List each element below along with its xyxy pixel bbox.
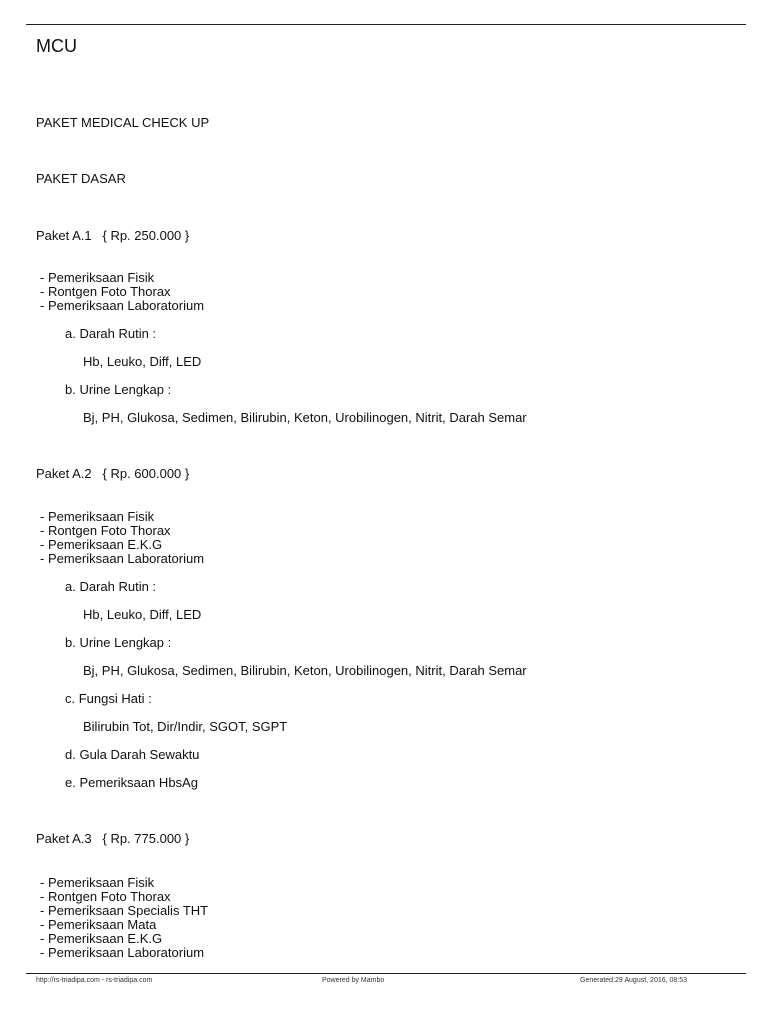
exam-item: - Pemeriksaan Laboratorium	[40, 945, 205, 960]
package-title: Paket A.1 { Rp. 250.000 }	[36, 228, 190, 243]
exam-item: - Rontgen Foto Thorax	[40, 889, 171, 904]
footer-rule	[26, 973, 746, 974]
sub-exam-label: a. Darah Rutin :	[65, 326, 157, 341]
exam-item: - Rontgen Foto Thorax	[40, 284, 171, 299]
exam-item: - Pemeriksaan Laboratorium	[40, 298, 205, 313]
sub-exam-label: b. Urine Lengkap :	[65, 635, 172, 650]
exam-item: - Pemeriksaan Fisik	[40, 509, 155, 524]
sub-exam-detail: Hb, Leuko, Diff, LED	[83, 354, 202, 369]
exam-item: - Pemeriksaan E.K.G	[40, 537, 163, 552]
section-title: PAKET MEDICAL CHECK UP	[36, 115, 210, 130]
page-title: MCU	[36, 36, 77, 56]
exam-item: - Pemeriksaan E.K.G	[40, 931, 163, 946]
package-title: Paket A.2 { Rp. 600.000 }	[36, 466, 190, 481]
sub-exam-detail: Bj, PH, Glukosa, Sedimen, Bilirubin, Keton, Urobilinogen, Nitrit, Darah Semar	[83, 410, 527, 425]
sub-exam-detail: Hb, Leuko, Diff, LED	[83, 607, 202, 622]
sub-exam-label: c. Fungsi Hati :	[65, 691, 152, 706]
exam-item: - Pemeriksaan Fisik	[40, 875, 155, 890]
sub-exam-label: e. Pemeriksaan HbsAg	[65, 775, 198, 790]
sub-exam-detail: Bj, PH, Glukosa, Sedimen, Bilirubin, Keton, Urobilinogen, Nitrit, Darah Semar	[83, 663, 527, 678]
header-rule	[26, 24, 746, 25]
footer-generated: Generated:29 August, 2016, 08:53	[580, 977, 688, 984]
footer-site-link[interactable]: http://rs-triadipa.com - rs-triadipa.com	[36, 977, 153, 984]
package-title: Paket A.3 { Rp. 775.000 }	[36, 831, 190, 846]
group-title: PAKET DASAR	[36, 171, 126, 186]
exam-item: - Pemeriksaan Specialis THT	[40, 903, 209, 918]
sub-exam-label: d. Gula Darah Sewaktu	[65, 747, 200, 762]
exam-item: - Pemeriksaan Fisik	[40, 270, 155, 285]
exam-item: - Pemeriksaan Mata	[40, 917, 157, 932]
sub-exam-detail: Bilirubin Tot, Dir/Indir, SGOT, SGPT	[83, 719, 288, 734]
sub-exam-label: b. Urine Lengkap :	[65, 382, 172, 397]
exam-item: - Rontgen Foto Thorax	[40, 523, 171, 538]
sub-exam-label: a. Darah Rutin :	[65, 579, 157, 594]
footer-powered-by: Powered by Mambo	[322, 977, 385, 984]
exam-item: - Pemeriksaan Laboratorium	[40, 551, 205, 566]
